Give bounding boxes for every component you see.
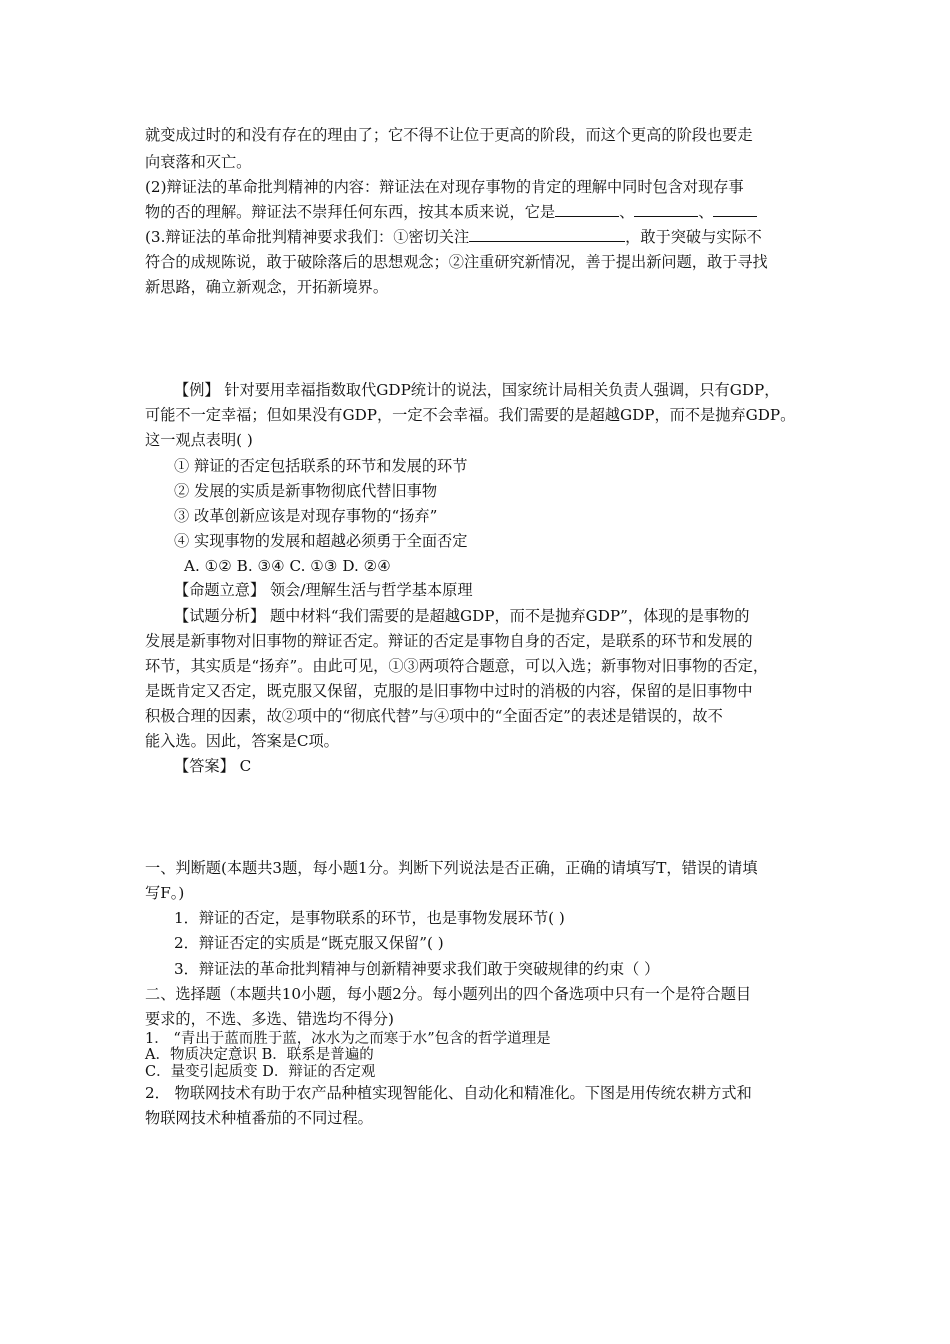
section1-heading-line-1: 一、判断题(本题共3题，每小题1分。判断下列说法是否正确，正确的请填写T，错误的请填 [145, 859, 758, 877]
example-analysis-4: 是既肯定又否定，既克服又保留，克服的是旧事物中过时的消极的内容，保留的是旧事物中 [145, 682, 753, 700]
example-line-2: 可能不一定幸福；但如果没有GDP，一定不会幸福。我们需要的是超越GDP，而不是抛弃GDP。 [145, 406, 796, 424]
example-analysis-1: 【试题分析】 题中材料“我们需要的是超越GDP，而不是抛弃GDP”，体现的是事物的 [174, 607, 750, 625]
fill-blank-2[interactable] [634, 200, 698, 217]
section2-heading-line-1: 二、选择题（本题共10小题，每小题2分。每小题列出的四个备选项中只有一个是符合题目 [145, 985, 752, 1003]
example-intent: 【命题立意】 领会/理解生活与哲学基本原理 [174, 581, 473, 599]
tf-question-3: 3．辩证法的革命批判精神与创新精神要求我们敢于突破规律的约束（ ） [174, 960, 660, 978]
example-analysis-5: 积极合理的因素，故②项中的“彻底代替”与④项中的“全面否定”的表述是错误的，故不 [145, 707, 723, 725]
example-analysis-6: 能入选。因此，答案是C项。 [145, 732, 339, 750]
intro-p3-line-2: 符合的成规陈说，敢于破除落后的思想观念；②注重研究新情况，善于提出新问题，敢于寻找 [145, 253, 768, 271]
example-option-2: ② 发展的实质是新事物彻底代替旧事物 [174, 482, 438, 500]
intro-p2-line-1: (2)辩证法的革命批判精神的内容：辩证法在对现存事物的肯定的理解中同时包含对现存事 [145, 178, 744, 196]
tf-question-1: 1．辩证的否定，是事物联系的环节，也是事物发展环节( ) [174, 909, 565, 927]
example-line-1: 【例】 针对要用幸福指数取代GDP统计的说法，国家统计局相关负责人强调，只有GDP， [174, 381, 780, 399]
fill-blank-1[interactable] [555, 200, 619, 217]
example-line-3: 这一观点表明( ) [145, 431, 253, 449]
intro-p3-line-1 [145, 225, 810, 249]
intro-p2-line-2 [145, 200, 810, 224]
example-option-1: ① 辩证的否定包括联系的环节和发展的环节 [174, 457, 468, 475]
example-analysis-2: 发展是新事物对旧事物的辩证否定。辩证的否定是事物自身的否定，是联系的环节和发展的 [145, 632, 753, 650]
mc-question-1: 1． “青出于蓝而胜于蓝，冰水为之而寒于水”包含的哲学道理是 [145, 1031, 551, 1047]
blank-separator: 、 [698, 203, 714, 221]
tf-question-2: 2．辩证否定的实质是“既克服又保留”( ) [174, 934, 444, 952]
example-answer: 【答案】 C [174, 757, 252, 775]
intro-p3-text-b: ，敢于突破与实际不 [625, 228, 762, 246]
intro-line-1: 就变成过时的和没有存在的理由了；它不得不让位于更高的阶段，而这个更高的阶段也要走 [145, 126, 753, 144]
mc-question-2-line-1: 2． 物联网技术有助于农产品种植实现智能化、自动化和精准化。下图是用传统农耕方式和 [145, 1084, 752, 1102]
example-choices: A. ①② B. ③④ C. ①③ D. ②④ [184, 557, 391, 575]
fill-blank-3[interactable] [713, 200, 757, 217]
mc-question-1-options-cd: C．量变引起质变 D．辩证的否定观 [145, 1064, 376, 1080]
intro-p3-line-3: 新思路，确立新观念，开拓新境界。 [145, 278, 388, 296]
intro-p3-text-a: (3.辩证法的革命批判精神要求我们：①密切关注 [145, 228, 470, 246]
example-option-3: ③ 改革创新应该是对现存事物的“扬弃” [174, 507, 438, 525]
section2-heading-line-2: 要求的，不选、多选、错选均不得分) [145, 1010, 394, 1028]
mc-question-1-options-ab: A．物质决定意识 B．联系是普遍的 [145, 1047, 374, 1063]
intro-p2-text: 物的否的理解。辩证法不崇拜任何东西，按其本质来说，它是 [145, 203, 556, 221]
blank-separator: 、 [619, 203, 635, 221]
intro-line-2: 向衰落和灭亡。 [145, 153, 252, 171]
mc-question-2-line-2: 物联网技术种植番茄的不同过程。 [145, 1109, 373, 1127]
example-analysis-3: 环节，其实质是“扬弃”。由此可见，①③两项符合题意，可以入选；新事物对旧事物的否定， [145, 657, 769, 675]
fill-blank-4[interactable] [469, 225, 625, 242]
section1-heading-line-2: 写F。) [145, 884, 185, 902]
example-option-4: ④ 实现事物的发展和超越必须勇于全面否定 [174, 532, 468, 550]
